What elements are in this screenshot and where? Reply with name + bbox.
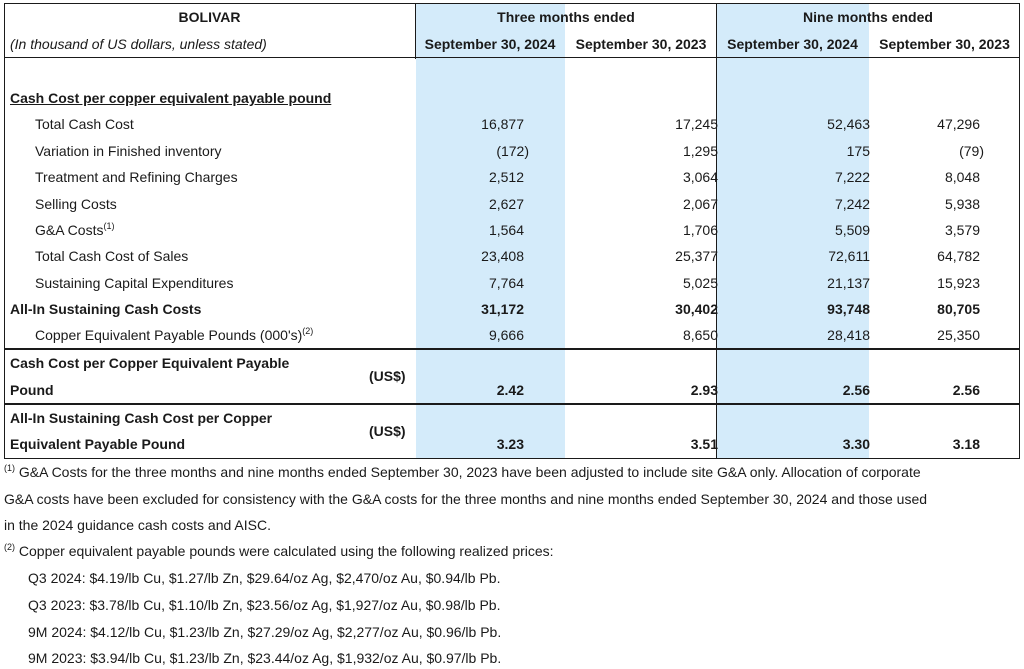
cell: 1,706 [682, 222, 718, 238]
cell: 2.56 [842, 382, 870, 398]
summary-label-line1: Cash Cost per Copper Equivalent Payable [10, 355, 290, 371]
cell: 5,938 [944, 196, 980, 212]
footnote-2-intro [4, 543, 554, 559]
footnote-ref-1: (1) [103, 221, 115, 231]
footnote-1-line3: in the 2024 guidance cash costs and AISC. [4, 517, 271, 533]
cell: 7,242 [834, 196, 870, 212]
cell: 7,222 [834, 169, 870, 185]
row-label-payable-pounds [35, 327, 313, 343]
table-right-border [1019, 3, 1020, 459]
cell: 7,764 [488, 275, 524, 291]
section-title: Cash Cost per copper equivalent payable pound [10, 90, 332, 106]
table-bottom-border [4, 458, 1020, 459]
cell: 5,509 [834, 222, 870, 238]
row-label-aisc: All-In Sustaining Cash Costs [10, 301, 202, 317]
row-label: Variation in Finished inventory [35, 143, 222, 159]
cell: (172) [496, 143, 529, 159]
cell: 21,137 [827, 275, 870, 291]
header-bottom-border [4, 57, 1020, 58]
cell: 28,418 [827, 327, 870, 343]
footnote-1-line1 [4, 464, 921, 480]
col-header-9m-2024: September 30, 2024 [727, 36, 858, 52]
cell: 15,923 [937, 275, 980, 291]
table-top-border [4, 3, 1020, 4]
row-label-text: Copper Equivalent Payable Pounds (000's) [35, 327, 303, 343]
cell: 16,877 [481, 116, 524, 132]
cell: 8,650 [682, 327, 718, 343]
price-line: Q3 2024: $4.19/lb Cu, $1.27/lb Zn, $29.64/oz Ag, $2,470/oz Au, $0.94/lb Pb. [28, 570, 501, 586]
summary-label-line2: Equivalent Payable Pound [10, 436, 186, 452]
footnote-text: Copper equivalent payable pounds were calculated using the following realized prices: [18, 543, 554, 559]
summary-label-line2: Pound [10, 382, 54, 398]
footnote-mark-2: (2) [4, 542, 15, 552]
price-line: 9M 2024: $4.12/lb Cu, $1.23/lb Zn, $27.29/oz Ag, $2,277/oz Au, $0.96/lb Pb. [28, 624, 502, 640]
cell: 2,627 [488, 196, 524, 212]
summary-unit: (US$) [369, 423, 406, 439]
cell: 72,611 [828, 248, 870, 264]
cell: 52,463 [827, 116, 870, 132]
cell: 17,245 [675, 116, 718, 132]
summary-top-border [4, 348, 1020, 350]
cell: 2.42 [496, 382, 524, 398]
cell: 3,579 [944, 222, 980, 238]
footnote-mark-1: (1) [4, 463, 15, 473]
price-line: 9M 2023: $3.94/lb Cu, $1.23/lb Zn, $23.44/oz Ag, $1,932/oz Au, $0.97/lb Pb. [28, 650, 502, 666]
cell: 9,666 [488, 327, 524, 343]
cell: 2,512 [488, 169, 524, 185]
period-nine-months: Nine months ended [803, 9, 933, 25]
cell: 2.93 [690, 382, 718, 398]
cell: 3,064 [682, 169, 718, 185]
summary-unit: (US$) [369, 368, 406, 384]
row-label: Total Cash Cost [35, 116, 134, 132]
row-label: Total Cash Cost of Sales [35, 248, 189, 264]
cell: 3.30 [842, 436, 870, 452]
table-left-border [4, 3, 5, 459]
col-header-q3-2024: September 30, 2024 [424, 36, 556, 52]
company-name: BOLIVAR [178, 9, 241, 25]
cell: 23,408 [481, 248, 524, 264]
cell: 1,295 [682, 143, 718, 159]
cell: (79) [959, 143, 984, 159]
cell: 31,172 [481, 301, 524, 317]
cell: 64,782 [937, 248, 980, 264]
cell: 80,705 [937, 301, 980, 317]
row-label-text: G&A Costs [35, 222, 104, 238]
row-label-ga-costs [35, 222, 114, 238]
cell: 5,025 [682, 275, 718, 291]
cell: 3.23 [496, 436, 524, 452]
cell: 175 [846, 143, 870, 159]
row-label: Selling Costs [35, 196, 117, 212]
row-label: Treatment and Refining Charges [35, 169, 238, 185]
cell: 25,350 [937, 327, 980, 343]
period-three-months: Three months ended [497, 9, 635, 25]
units-note: (In thousand of US dollars, unless stated) [10, 36, 267, 52]
cell: 3.51 [690, 436, 718, 452]
cell: 3.18 [952, 436, 980, 452]
cell: 2,067 [682, 196, 718, 212]
col-header-9m-2023: September 30, 2023 [879, 36, 1010, 52]
row-label: Sustaining Capital Expenditures [35, 275, 234, 291]
footnote-text: G&A Costs for the three months and nine months ended September 30, 2023 have been adjusted to include site G&A only. Allocation of corporate [18, 464, 921, 480]
cell: 1,564 [488, 222, 524, 238]
cell: 30,402 [675, 301, 718, 317]
cell: 2.56 [952, 382, 980, 398]
footnote-1-line2: G&A costs have been excluded for consistency with the G&A costs for the three months and nine months ended September 30, 2024 and those used [4, 491, 928, 507]
summary-label-line1: All-In Sustaining Cash Cost per Copper [10, 410, 273, 426]
summary-mid-border [4, 403, 1020, 405]
cell: 25,377 [675, 248, 718, 264]
cell: 47,296 [937, 116, 980, 132]
footnote-ref-2: (2) [302, 326, 314, 336]
cell: 93,748 [827, 301, 870, 317]
price-line: Q3 2023: $3.78/lb Cu, $1.10/lb Zn, $23.56/oz Ag, $1,927/oz Au, $0.98/lb Pb. [28, 597, 501, 613]
cell: 8,048 [944, 169, 980, 185]
col-header-q3-2023: September 30, 2023 [575, 36, 707, 52]
